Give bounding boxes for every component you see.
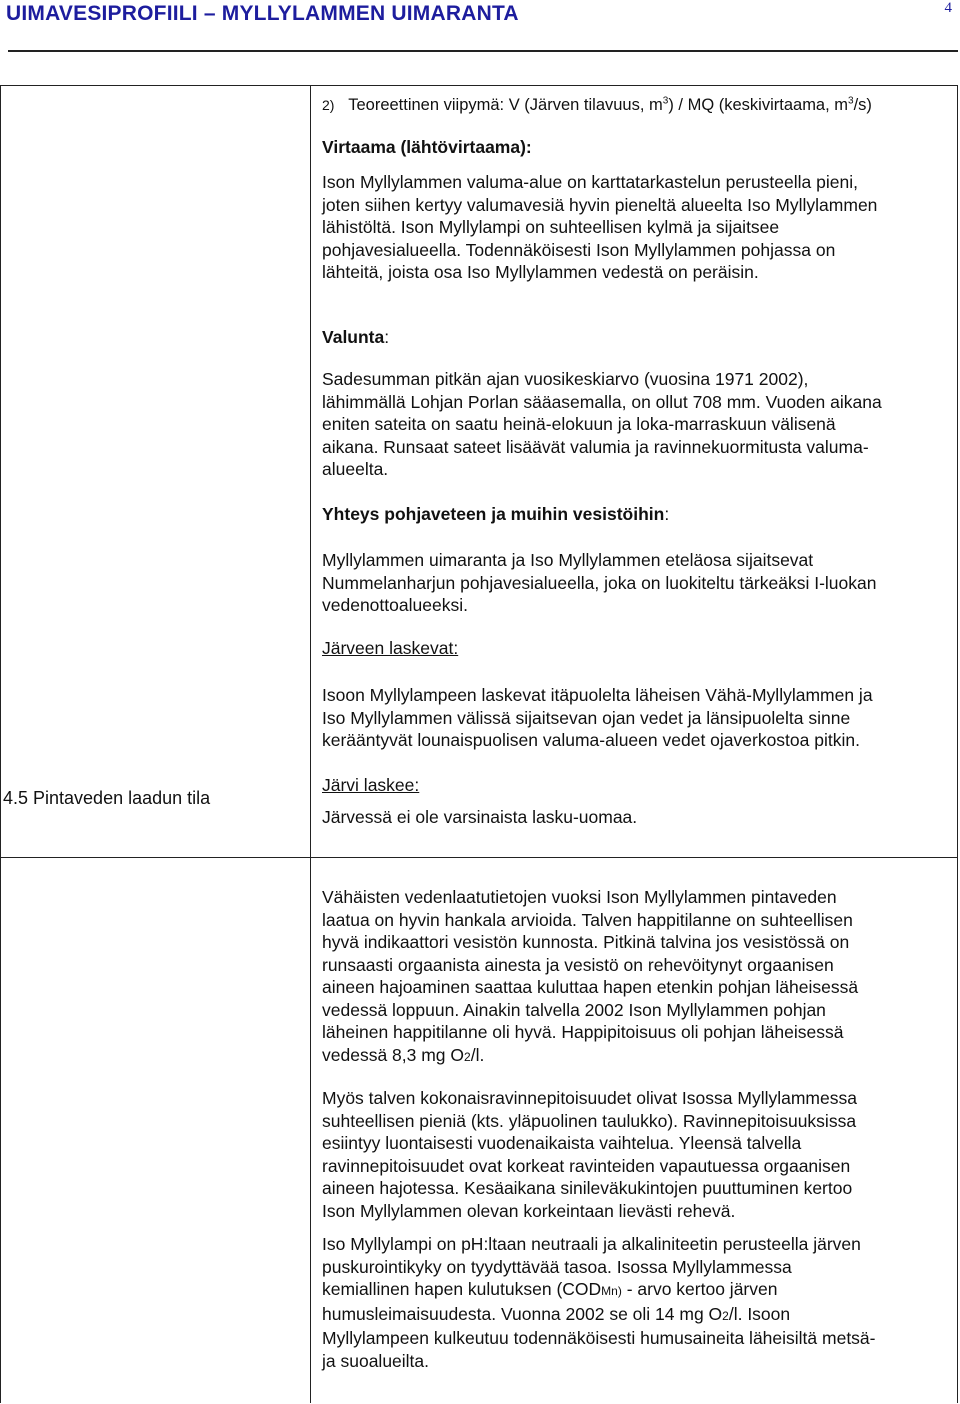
page-header xyxy=(0,0,960,52)
text-line: aineen hajoaminen saattaa kuluttaa hapen etenkin pohjan läheisessä xyxy=(322,977,859,997)
valunta-heading-row xyxy=(322,326,952,349)
text-line: vedenottoalueeksi. xyxy=(322,595,468,615)
text-line: Nummelanharjun pohjavesialueella, joka on luokiteltu tärkeäksi I-luokan xyxy=(322,572,877,593)
pintavesi-paragraph-1 xyxy=(322,886,952,1068)
pintavesi-paragraph-3 xyxy=(322,1233,952,1372)
retention-sup-a: 3 xyxy=(662,95,669,107)
document-title: UIMAVESIPROFIILI – MYLLYLAMMEN UIMARANTA xyxy=(6,2,519,25)
header-rule xyxy=(8,50,958,52)
retention-text-a: Teoreettinen viipymä: V (Järven tilavuus, m xyxy=(348,96,663,114)
text-line: suhteellisen pieniä (kts. yläpuolinen taulukko). Ravinnepitoisuuksissa xyxy=(322,1110,857,1131)
text-line: puskurointikyky on tyydyttävää tasoa. Isossa Myllylammessa xyxy=(322,1256,792,1277)
text-line: läheinen happitilanne oli hyvä. Happipitoisuus oli pohjan läheisessä xyxy=(322,1022,844,1042)
text-line: esiintyy luontaisesti vuodenaikaista vaihtelua. Yleensä talvella xyxy=(322,1133,802,1153)
text-line: vedessä loppuun. Ainakin talvella 2002 Ison Myllylammen pohjan xyxy=(322,999,826,1020)
text-span: - arvo kertoo järven xyxy=(621,1279,778,1299)
text-line: aineen hajotessa. Kesäaikana sinileväkukintojen puuttuminen kertoo xyxy=(322,1178,853,1198)
item-number: 2) xyxy=(322,97,335,113)
text-line: lähistöltä. Ison Myllylampi on suhteellisen kylmä ja sijaitsee xyxy=(322,217,780,237)
row-divider xyxy=(1,857,957,858)
text-line: Myllylampeen kulkeutuu todennäköisesti humusaineita läheisiltä metsä- xyxy=(322,1328,876,1348)
pintavesi-paragraph-2 xyxy=(322,1087,952,1222)
theoretical-retention xyxy=(322,94,952,117)
text-line: hyvä indikaattori vesistön kunnosta. Pitkinä talvina jos vesistössä on xyxy=(322,932,850,952)
valunta-heading: Valunta xyxy=(322,327,385,347)
yhteys-paragraph xyxy=(322,549,952,617)
virtaama-paragraph xyxy=(322,171,952,284)
laskee-text: Järvessä ei ole varsinaista lasku-uomaa. xyxy=(322,807,638,827)
text-line: kerääntyvät lounaispuolisen valuma-alueen vedet ojaverkostoa pitkin. xyxy=(322,730,860,750)
yhteys-heading-row xyxy=(322,503,952,526)
retention-text-b: ) / MQ (keskivirtaama, m xyxy=(668,96,849,114)
text-span: /l. Isoon xyxy=(728,1303,791,1324)
text-line: lähteitä, joista osa Iso Myllylammen vedestä on peräisin. xyxy=(322,262,759,282)
section-label: 4.5 Pintaveden laadun tila xyxy=(3,788,211,808)
text-line: ja suoalueilta. xyxy=(322,1350,430,1371)
text-span: vedessä 8,3 mg O xyxy=(322,1044,465,1065)
yhteys-heading: Yhteys pohjaveteen ja muihin vesistöihin xyxy=(322,504,665,524)
laskevat-paragraph xyxy=(322,684,952,752)
subscript: 2 xyxy=(464,1049,471,1064)
text-line: Iso Myllylampi on pH:ltaan neutraali ja alkaliniteetin perusteella järven xyxy=(322,1234,861,1254)
valunta-paragraph xyxy=(322,368,952,481)
laskee-heading: Järvi laskee: xyxy=(322,775,420,795)
text-line: pohjavesialueella. Todennäköisesti Ison Myllylammen pohjassa on xyxy=(322,239,836,260)
text-line: Myllylammen uimaranta ja Iso Myllylammen eteläosa sijaitsevat xyxy=(322,550,814,570)
retention-text-c: /s) xyxy=(853,96,872,114)
text-line: Vähäisten vedenlaatutietojen vuoksi Ison Myllylammen pintaveden xyxy=(322,887,837,907)
subscript: 2 xyxy=(722,1308,729,1323)
text-line: lähimmällä Lohjan Porlan sääasemalla, on ollut 708 mm. Vuoden aikana xyxy=(322,391,882,412)
text-line: eniten sateita on saatu heinä-elokuun ja loka-marraskuun välisenä xyxy=(322,414,836,434)
text-line: runsaasti orgaanista ainesta ja vesistö on rehevöitynyt orgaanisen xyxy=(322,954,834,975)
text-span: humusleimaisuudesta. Vuonna 2002 se oli 14 mg O xyxy=(322,1303,723,1324)
text-line xyxy=(322,1278,952,1303)
text-span: kemiallinen hapen kulutuksen (COD xyxy=(322,1279,602,1299)
text-line: aikana. Runsaat sateet lisäävät valumia ja ravinnekuormitusta valuma- xyxy=(322,436,869,457)
text-line: Isoon Myllylampeen laskevat itäpuolelta läheisen Vähä-Myllylammen ja xyxy=(322,685,873,705)
text-line: Myös talven kokonaisravinnepitoisuudet olivat Isossa Myllylammessa xyxy=(322,1088,857,1108)
text-line xyxy=(322,1303,952,1328)
subscript: Mn) xyxy=(601,1284,622,1298)
text-line: alueelta. xyxy=(322,459,389,479)
laskevat-heading: Järveen laskevat: xyxy=(322,638,459,658)
text-span: /l. xyxy=(470,1044,485,1065)
text-line: laatua on hyvin hankala arvioida. Talven happitilanne on suhteellisen xyxy=(322,909,853,930)
text-line xyxy=(322,1044,952,1069)
valunta-colon: : xyxy=(384,327,390,347)
yhteys-colon: : xyxy=(664,504,670,524)
text-line: Iso Myllylammen välissä sijaitsevan ojan vedet ja länsipuolelta sinne xyxy=(322,707,851,728)
text-line: joten siihen kertyy valumavesiä hyvin pieneltä alueelta Iso Myllylammen xyxy=(322,194,878,215)
virtaama-heading: Virtaama (lähtövirtaama): xyxy=(322,137,532,157)
text-line: Sadesumman pitkän ajan vuosikeskiarvo (vuosina 1971 2002), xyxy=(322,369,809,389)
column-divider xyxy=(310,86,311,1403)
text-line: Ison Myllylammen valuma-alue on karttatarkastelun perusteella pieni, xyxy=(322,172,858,192)
text-line: ravinnepitoisuudet ovat korkeat ravinteiden vapautuessa orgaanisen xyxy=(322,1155,851,1176)
retention-sup-b: 3 xyxy=(848,95,854,107)
page-number: 4 xyxy=(944,0,952,16)
text-line: Ison Myllylammen olevan korkeintaan lievästi rehevä. xyxy=(322,1200,736,1221)
